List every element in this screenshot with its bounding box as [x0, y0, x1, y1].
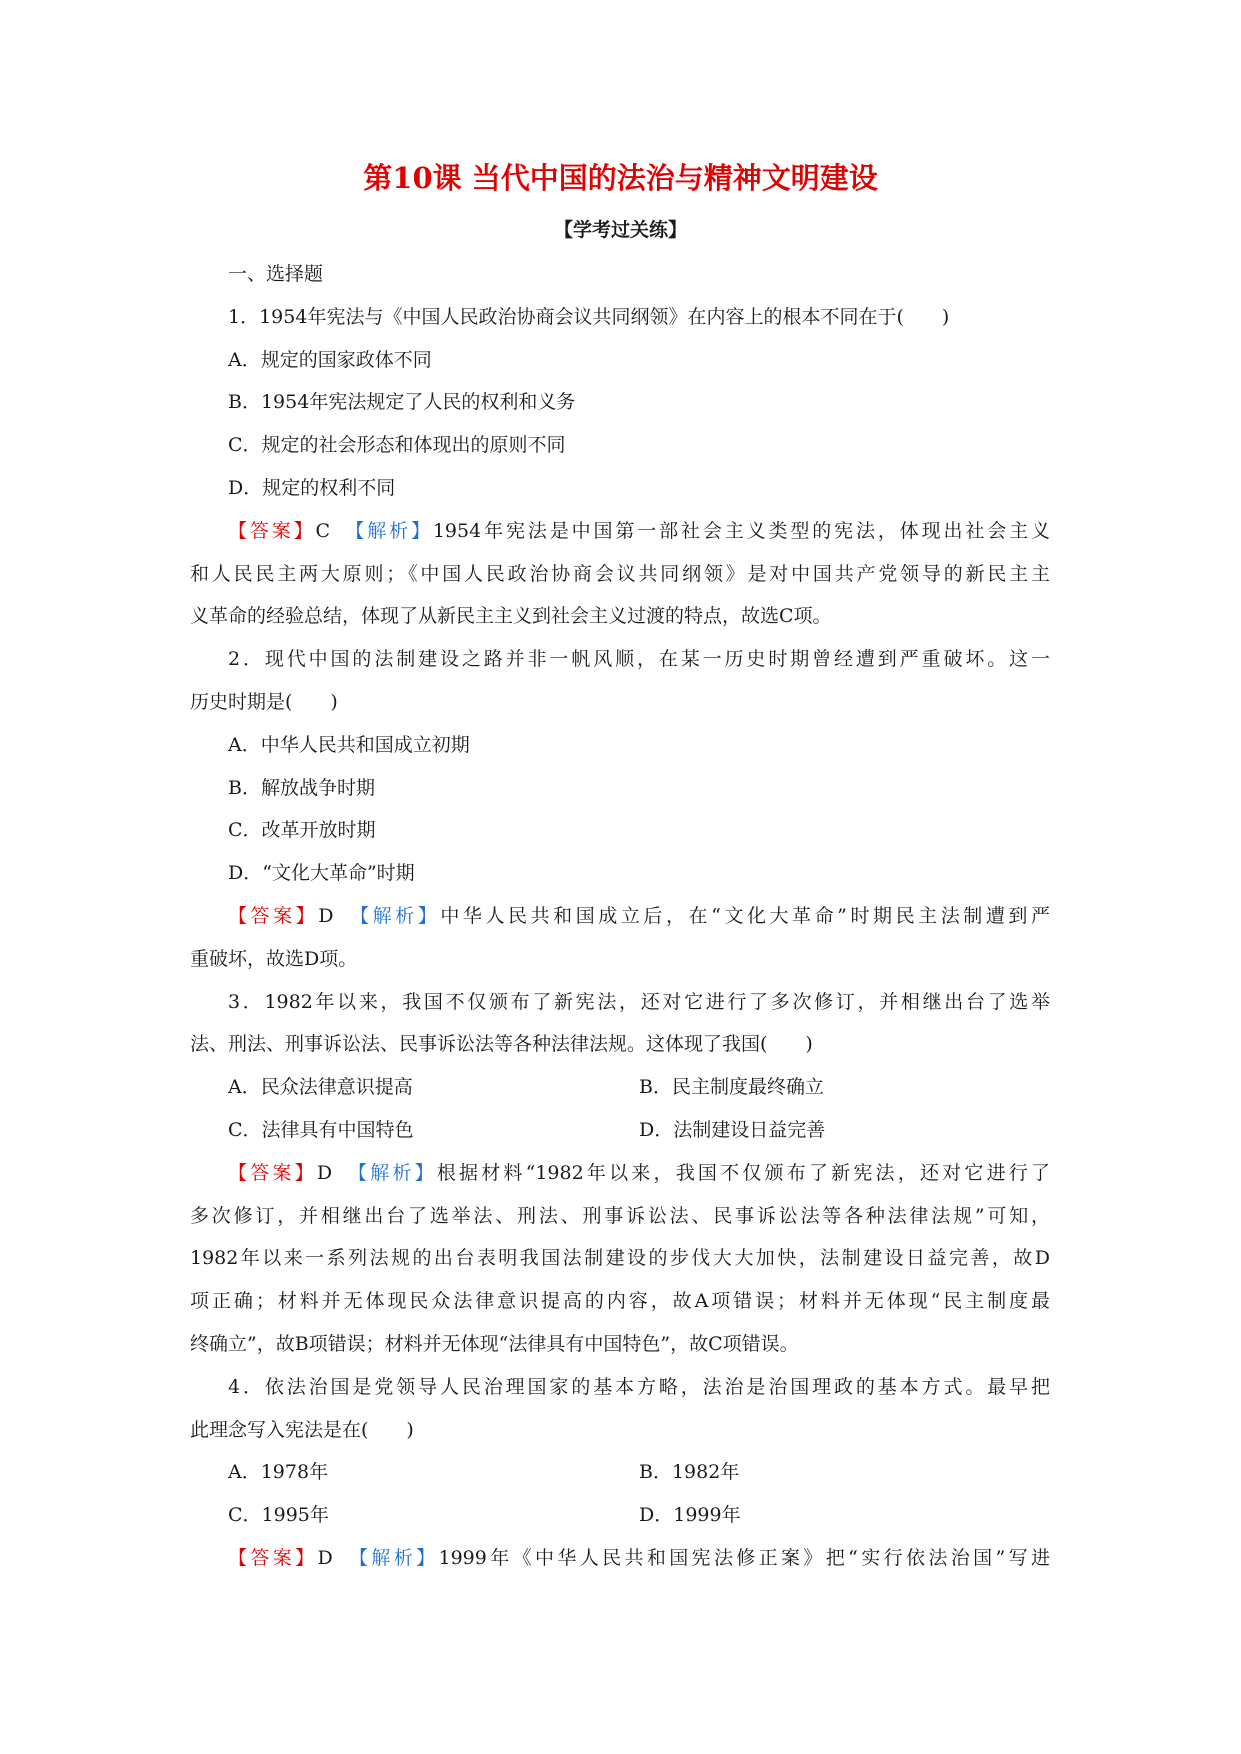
question-2-option-a: A．中华人民共和国成立初期	[228, 733, 470, 756]
question-3-options-row-1	[190, 1066, 1050, 1109]
explanation-label: 【解析】	[358, 1546, 439, 1569]
answer-label: 【答案】	[228, 1546, 318, 1569]
question-3-stem-line-2: 法、刑法、刑事诉讼法、民事诉讼法等各种法律法规。这体现了我国( )	[190, 1033, 813, 1056]
question-1-explanation-line-3: 义革命的经验总结，体现了从新民主主义到社会主义过渡的特点，故选C项。	[190, 605, 832, 628]
question-4-answer: D	[317, 1546, 333, 1569]
document-body	[190, 253, 1050, 1580]
question-2-answer-line	[190, 895, 1050, 938]
question-3-answer: D	[316, 1161, 333, 1184]
question-3-explanation-line-1: 根据材料“1982年以来，我国不仅颁布了新宪法，还对它进行了	[436, 1161, 1050, 1184]
answer-label: 【答案】	[228, 904, 319, 927]
explanation-label: 【解析】	[357, 1161, 437, 1184]
question-1-option-d: D．规定的权利不同	[228, 476, 396, 499]
question-2-explanation-line-2: 重破坏，故选D项。	[190, 947, 358, 970]
question-3-option-a: A．民众法律意识提高	[228, 1076, 413, 1099]
question-4-option-a: A．1978年	[228, 1461, 329, 1484]
section-heading: 一、选择题	[228, 263, 324, 285]
page-title: 第10课 当代中国的法治与精神文明建设	[363, 161, 878, 195]
answer-label: 【答案】	[228, 1161, 317, 1184]
question-1-stem: 1．1954年宪法与《中国人民政治协商会议共同纲领》在内容上的根本不同在于( )	[228, 305, 950, 328]
section-subtitle: 【学考过关练】	[553, 219, 687, 241]
question-2-answer: D	[318, 904, 334, 927]
question-1-answer-line	[190, 510, 1050, 553]
question-3-explanation-line-2: 多次修订，并相继出台了选举法、刑法、刑事诉讼法、民事诉讼法等各种法律法规”可知，	[190, 1204, 1050, 1227]
question-4-explanation-line-1: 1999年《中华人民共和国宪法修正案》把“实行依法治国”写进	[438, 1546, 1050, 1569]
question-1-option-a: A．规定的国家政体不同	[228, 348, 432, 371]
question-2-stem-line-1: 2．现代中国的法制建设之路并非一帆风顺，在某一历史时期曾经遭到严重破坏。这一	[228, 648, 1050, 671]
explanation-label: 【解析】	[354, 519, 433, 542]
question-2-explanation-line-1: 中华人民共和国成立后，在“文化大革命”时期民主法制遭到严	[440, 904, 1050, 927]
question-1-option-b: B．1954年宪法规定了人民的权利和义务	[228, 391, 576, 414]
question-3-explanation-line-5: 终确立”，故B项错误；材料并无体现“法律具有中国特色”，故C项错误。	[190, 1332, 799, 1355]
question-2-option-d: D．“文化大革命”时期	[228, 862, 415, 885]
question-3-options-row-2	[190, 1109, 1050, 1152]
explanation-label: 【解析】	[359, 904, 441, 927]
question-4-option-c: C．1995年	[228, 1504, 329, 1527]
question-3-answer-line	[190, 1152, 1050, 1195]
question-4-options-row-2	[190, 1494, 1050, 1537]
question-3-explanation-line-3: 1982年以来一系列法规的出台表明我国法制建设的步伐大大加快，法制建设日益完善，故D	[190, 1247, 1050, 1270]
question-1-answer: C	[315, 519, 331, 542]
question-3-option-b: B．民主制度最终确立	[639, 1076, 824, 1099]
question-2-option-b: B．解放战争时期	[228, 776, 375, 799]
question-3-option-c: C．法律具有中国特色	[228, 1118, 414, 1141]
answer-label: 【答案】	[228, 519, 316, 542]
question-4-option-b: B．1982年	[639, 1461, 740, 1484]
question-3-explanation-line-4: 项正确；材料并无体现民众法律意识提高的内容，故A项错误；材料并无体现“民主制度最	[190, 1290, 1050, 1313]
question-4-options-row-1	[190, 1451, 1050, 1494]
question-4-option-d: D．1999年	[639, 1504, 741, 1527]
question-1-explanation-line-2: 和人民民主两大原则；《中国人民政治协商会议共同纲领》是对中国共产党领导的新民主主	[190, 562, 1050, 585]
question-1-option-c: C．规定的社会形态和体现出的原则不同	[228, 434, 566, 457]
question-4-stem-line-1: 4．依法治国是党领导人民治理国家的基本方略，法治是治国理政的基本方式。最早把	[228, 1375, 1050, 1398]
question-3-stem-line-1: 3．1982年以来，我国不仅颁布了新宪法，还对它进行了多次修订，并相继出台了选举	[228, 990, 1050, 1013]
question-4-stem-line-2: 此理念写入宪法是在( )	[190, 1418, 414, 1441]
question-4-answer-line	[190, 1537, 1050, 1580]
question-1-explanation-line-1: 1954年宪法是中国第一部社会主义类型的宪法，体现出社会主义	[432, 519, 1050, 542]
question-3-option-d: D．法制建设日益完善	[639, 1118, 826, 1141]
question-2-option-c: C．改革开放时期	[228, 819, 376, 842]
question-2-stem-line-2: 历史时期是( )	[190, 690, 338, 713]
